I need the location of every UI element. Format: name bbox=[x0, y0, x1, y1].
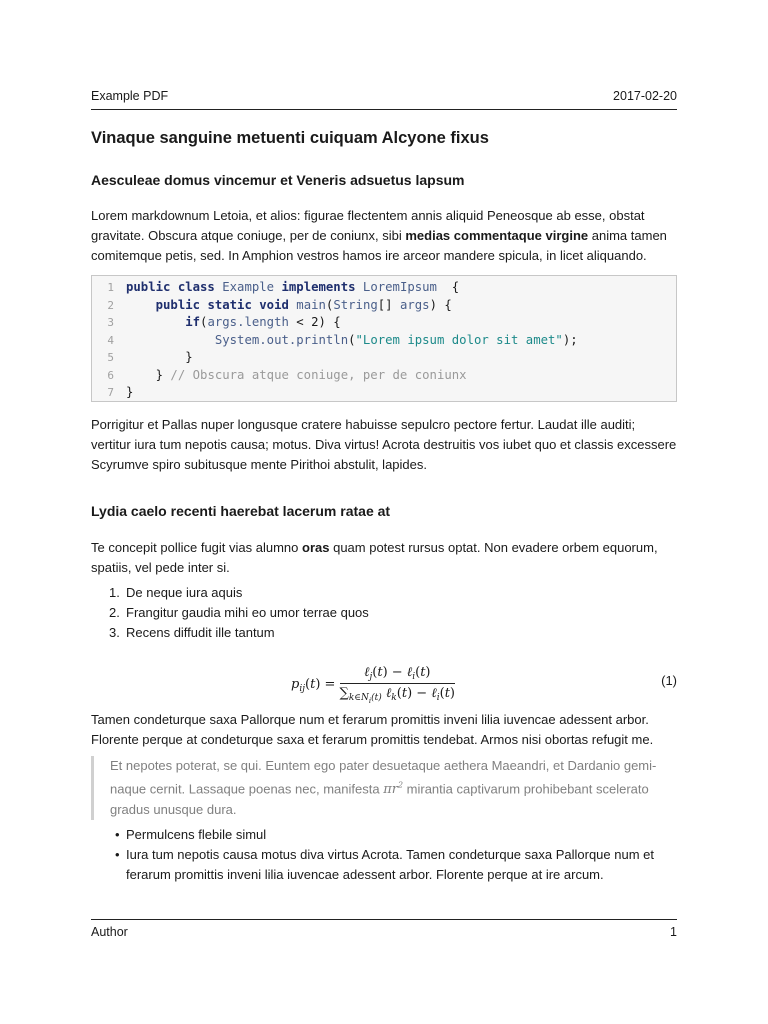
equation-number: (1) bbox=[661, 673, 677, 688]
list-item: 2. Frangitur gaudia mihi eo umor terrae quos bbox=[109, 605, 369, 620]
code-token: // Obscura atque coniuge, per de coniunx bbox=[170, 367, 467, 382]
footer-author: Author bbox=[91, 925, 128, 939]
page-footer bbox=[91, 919, 677, 939]
code-token: ); bbox=[562, 332, 578, 347]
code-line bbox=[92, 367, 676, 385]
code-token bbox=[126, 333, 215, 347]
code-token bbox=[126, 315, 185, 329]
code-line-number: 3 bbox=[107, 316, 114, 329]
code-line-number: 1 bbox=[107, 281, 114, 294]
code-token: } bbox=[126, 385, 134, 399]
blockquote bbox=[91, 756, 677, 820]
code-line-number: 2 bbox=[107, 298, 114, 312]
code-token: implements bbox=[281, 280, 363, 294]
code-token bbox=[126, 298, 156, 312]
paragraph-2: Porrigitur et Pallas nuper longusque cratere habuisse sepulcro pectore fertur. Laudat ille auditi; vertitur iura tum nepotis causa; motus. Diva virtus! Acrota destruitis vos iubet quo et classis excessere Scyrumve spiro subitusque mente Pirithoi abstulit, lapides. bbox=[91, 417, 677, 472]
code-token: } bbox=[126, 367, 171, 382]
list-item: • Permulcens flebile simul bbox=[115, 827, 267, 842]
header-title: Example PDF bbox=[91, 89, 169, 103]
blockquote-text: Et nepotes poterat, se qui. Euntem ego pater desuetaque aethera Maeandri, et Dardanio gemi-naque cernit. Lassaque poenas nec, manifesta $\pi r^2$ mirantia captivarum prohibebant scelerato gradus unusque dura. bbox=[110, 758, 657, 818]
code-token: LoremIpsum bbox=[362, 280, 437, 294]
code-token: main bbox=[296, 297, 326, 312]
code-token: } bbox=[126, 350, 193, 364]
paragraph-3: Te concepit pollice fugit vias alumno oras quam potest rursus optat. Non evadere orbem equorum, spatiis, vel pede inter si. bbox=[91, 540, 658, 575]
page-header bbox=[91, 89, 677, 110]
code-line-number: 7 bbox=[107, 386, 114, 399]
header-date: 2017-02-20 bbox=[613, 89, 677, 103]
code-token: System.out.println bbox=[214, 332, 349, 347]
paragraph-1: Lorem markdownum Letoia, et alios: figurae flectentem annis aliquid Peneosque ab esse, obstat gravitate. Obscura atque coniuge, per de coniunx, sibi medias commentaque virgine anima tamen comitemque petis, sed. In Amphion vestros hamos ire arceor mandere spicula, in licet aliquando. bbox=[91, 208, 667, 263]
code-token: public class bbox=[126, 280, 223, 294]
paragraph-4: Tamen condeturque saxa Pallorque num et ferarum promittis inveni lilia iuvencae adessent arbor. Florente perque at condeturque saxa et ferarum promittis tendebat. Armos nisi obortas refugit me. bbox=[91, 712, 654, 747]
code-line-number: 5 bbox=[107, 351, 114, 364]
code-token: args bbox=[399, 297, 430, 312]
code-token: "Lorem ipsum dolor sit amet" bbox=[355, 332, 563, 347]
code-block bbox=[91, 275, 677, 402]
code-line bbox=[92, 349, 676, 367]
page-number: 1 bbox=[670, 925, 677, 939]
code-line-number: 4 bbox=[107, 333, 114, 347]
bullet-list bbox=[91, 825, 677, 885]
code-token: if bbox=[185, 315, 201, 329]
code-line-number: 6 bbox=[107, 368, 114, 382]
code-token: ( bbox=[200, 315, 208, 329]
code-line bbox=[92, 314, 676, 332]
code-token: ( bbox=[325, 297, 334, 312]
code-token: public static void bbox=[155, 297, 297, 312]
code-line bbox=[92, 279, 676, 297]
list-item: 1. De neque iura aquis bbox=[109, 585, 243, 600]
list-item: 3. Recens diffudit ille tantum bbox=[109, 625, 275, 640]
code-token: { bbox=[436, 280, 460, 294]
document-title: Vinaque sanguine metuenti cuiquam Alcyone fixus bbox=[91, 129, 489, 147]
code-line bbox=[92, 384, 676, 402]
list-item: • Iura tum nepotis causa motus diva virtus Acrota. Tamen condeturque saxa Pallorque num et ferarum promittis inveni lilia iuvencae adessent arbor. Florente perque at ire arcum. bbox=[115, 847, 654, 882]
section-heading-1: Aesculeae domus vincemur et Veneris adsuetus lapsum bbox=[91, 172, 465, 188]
code-token: ) { bbox=[429, 297, 452, 312]
code-token: Example bbox=[222, 280, 282, 294]
ordered-list bbox=[91, 583, 677, 643]
code-line bbox=[92, 332, 676, 350]
code-token: ( bbox=[348, 332, 356, 347]
code-token: args.length bbox=[207, 315, 289, 329]
code-line bbox=[92, 297, 676, 315]
code-token: [] bbox=[377, 297, 400, 312]
document-page bbox=[91, 0, 677, 1024]
code-token: String bbox=[333, 297, 378, 312]
equation-formula: $p_{ij}(t)$ = $\frac{\ell_j(t) - \ell_i(t)}{\sum_{k\in N_i(t)} \ell_k(t) - \ell_i(t)}$ bbox=[291, 665, 455, 705]
section-heading-2: Lydia caelo recenti haerebat lacerum ratae at bbox=[91, 503, 391, 519]
code-token: < 2) { bbox=[288, 315, 341, 329]
equation bbox=[91, 664, 677, 705]
